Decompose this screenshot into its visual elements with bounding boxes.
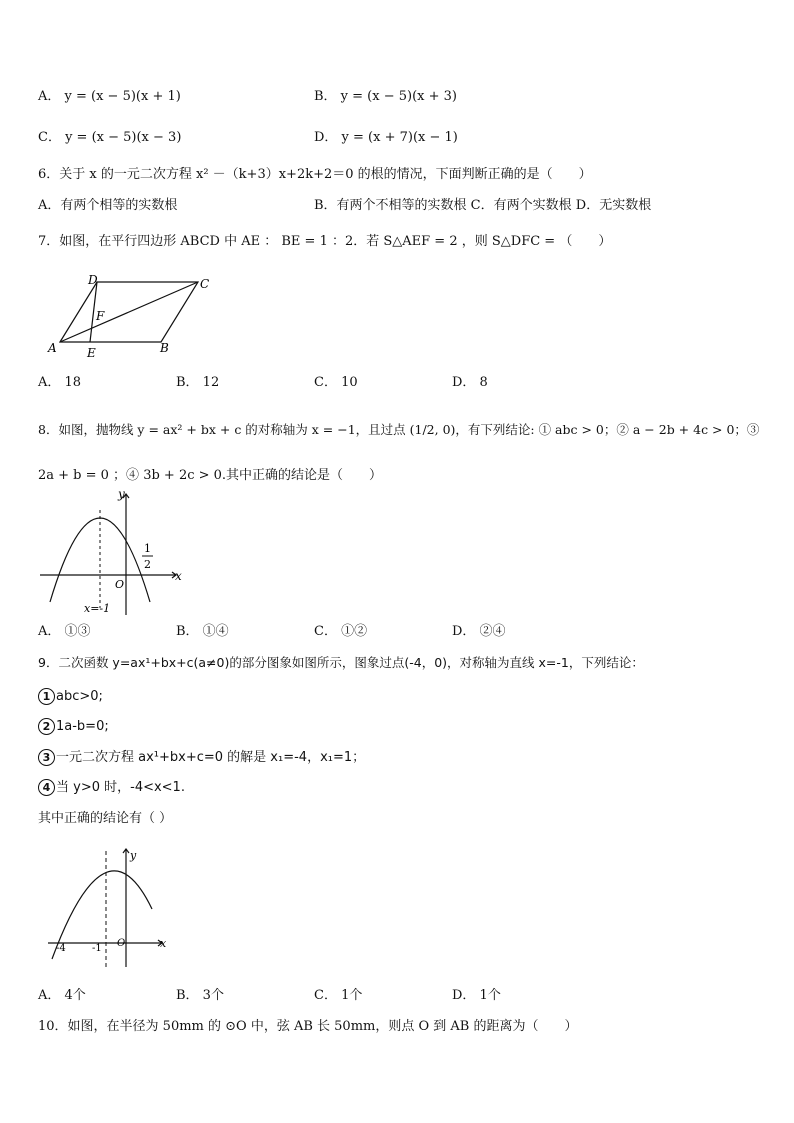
q9-conclusion-4	[38, 779, 185, 797]
q7-option-d: D． 8	[452, 375, 488, 390]
q6-options-bcd: B．有两个不相等的实数根 C．有两个实数根 D．无实数根	[314, 198, 652, 213]
circle-1-icon: 1	[38, 688, 55, 705]
q7-option-b: B． 12	[176, 375, 220, 390]
q7-label-d: D	[88, 273, 98, 287]
q7-label-a: A	[48, 341, 57, 355]
q7-label-b: B	[160, 341, 169, 355]
q9-option-d: D． 1个	[452, 988, 501, 1003]
q8-graph-x-label: x	[175, 569, 182, 583]
q8-graph-half-num: 1	[144, 542, 151, 555]
q7-option-c: C． 10	[314, 375, 358, 390]
q9-stem: 9．二次函数 y=ax¹+bx+c(a≠0)的部分图象如图所示，图象过点(-4，0)，对称轴为直线 x=-1，下列结论：	[38, 655, 644, 670]
circle-3-icon: 3	[38, 749, 55, 766]
q9-option-c: C． 1个	[314, 988, 363, 1003]
q8-option-d: D． ②④	[452, 624, 506, 639]
q9-graph-minus4: -4	[56, 943, 66, 954]
q9-question: 其中正确的结论有（ ）	[38, 811, 173, 826]
q9-option-a: A． 4个	[38, 988, 86, 1003]
q10-stem: 10．如图，在半径为 50mm 的 ⊙O 中，弦 AB 长 50mm，则点 O 到 AB 的距离为（ ）	[38, 1019, 578, 1034]
q9-conclusion-1-text: abc>0;	[56, 689, 103, 704]
q5-option-a: A． y = (x − 5)(x + 1)	[38, 89, 181, 104]
circle-4-icon: 4	[38, 779, 55, 796]
q7-label-e: E	[87, 346, 96, 360]
q9-conclusion-3	[38, 749, 365, 767]
q5-option-c: C． y = (x − 5)(x − 3)	[38, 130, 182, 145]
q8-option-c: C． ①②	[314, 624, 368, 639]
q8-graph-y-label: y	[118, 490, 125, 501]
circle-2-icon: 2	[38, 718, 55, 735]
q8-option-b: B． ①④	[176, 624, 229, 639]
q5-option-d: D． y = (x + 7)(x − 1)	[314, 130, 458, 145]
q9-graph-x-label: x	[160, 937, 167, 950]
q7-label-f: F	[96, 309, 105, 323]
q9-graph-minus1: -1	[92, 943, 102, 954]
q8-graph-origin: O	[115, 578, 125, 591]
q9-conclusion-1	[38, 688, 103, 706]
q9-option-b: B． 3个	[176, 988, 224, 1003]
q8-parabola-figure	[36, 490, 196, 618]
q6-stem: 6．关于 x 的一元二次方程 x² －（k+3）x+2k+2＝0 的根的情况，下面判断正确的是（ ）	[38, 167, 592, 182]
q7-stem: 7．如图，在平行四边形 ABCD 中 AE ： BE = 1 ：2．若 S△AEF = 2 ，则 S△DFC = （ ）	[38, 234, 612, 249]
q9-conclusion-2-text: 1a-b=0;	[56, 719, 109, 734]
q5-option-b: B． y = (x − 5)(x + 3)	[314, 89, 457, 104]
q8-stem-line2: 2a + b = 0 ；④ 3b + 2c > 0.其中正确的结论是（ ）	[38, 468, 383, 483]
q9-conclusion-2	[38, 718, 109, 736]
q8-option-a: A． ①③	[38, 624, 91, 639]
q7-option-a: A． 18	[38, 375, 82, 390]
q7-parallelogram-figure	[40, 270, 220, 362]
q8-graph-half-den: 2	[144, 558, 151, 571]
q8-graph-axis-label: x=-1	[84, 602, 111, 615]
q9-conclusion-3-text: 一元二次方程 ax¹+bx+c=0 的解是 x₁=-4，x₁=1；	[56, 750, 366, 765]
q9-graph-origin: O	[117, 938, 126, 949]
q9-conclusion-4-text: 当 y>0 时，-4<x<1.	[56, 780, 185, 795]
q7-label-c: C	[200, 277, 210, 291]
q9-graph-y-label: y	[130, 849, 137, 862]
q8-stem-line1: 8．如图，抛物线 y = ax² + bx + c 的对称轴为 x = −1，且过点 (1/2, 0)，有下列结论: ① abc > 0；② a − 2b + 4c > 0；③	[38, 422, 760, 437]
q6-option-a: A．有两个相等的实数根	[38, 198, 178, 213]
q9-parabola-figure	[44, 843, 174, 973]
